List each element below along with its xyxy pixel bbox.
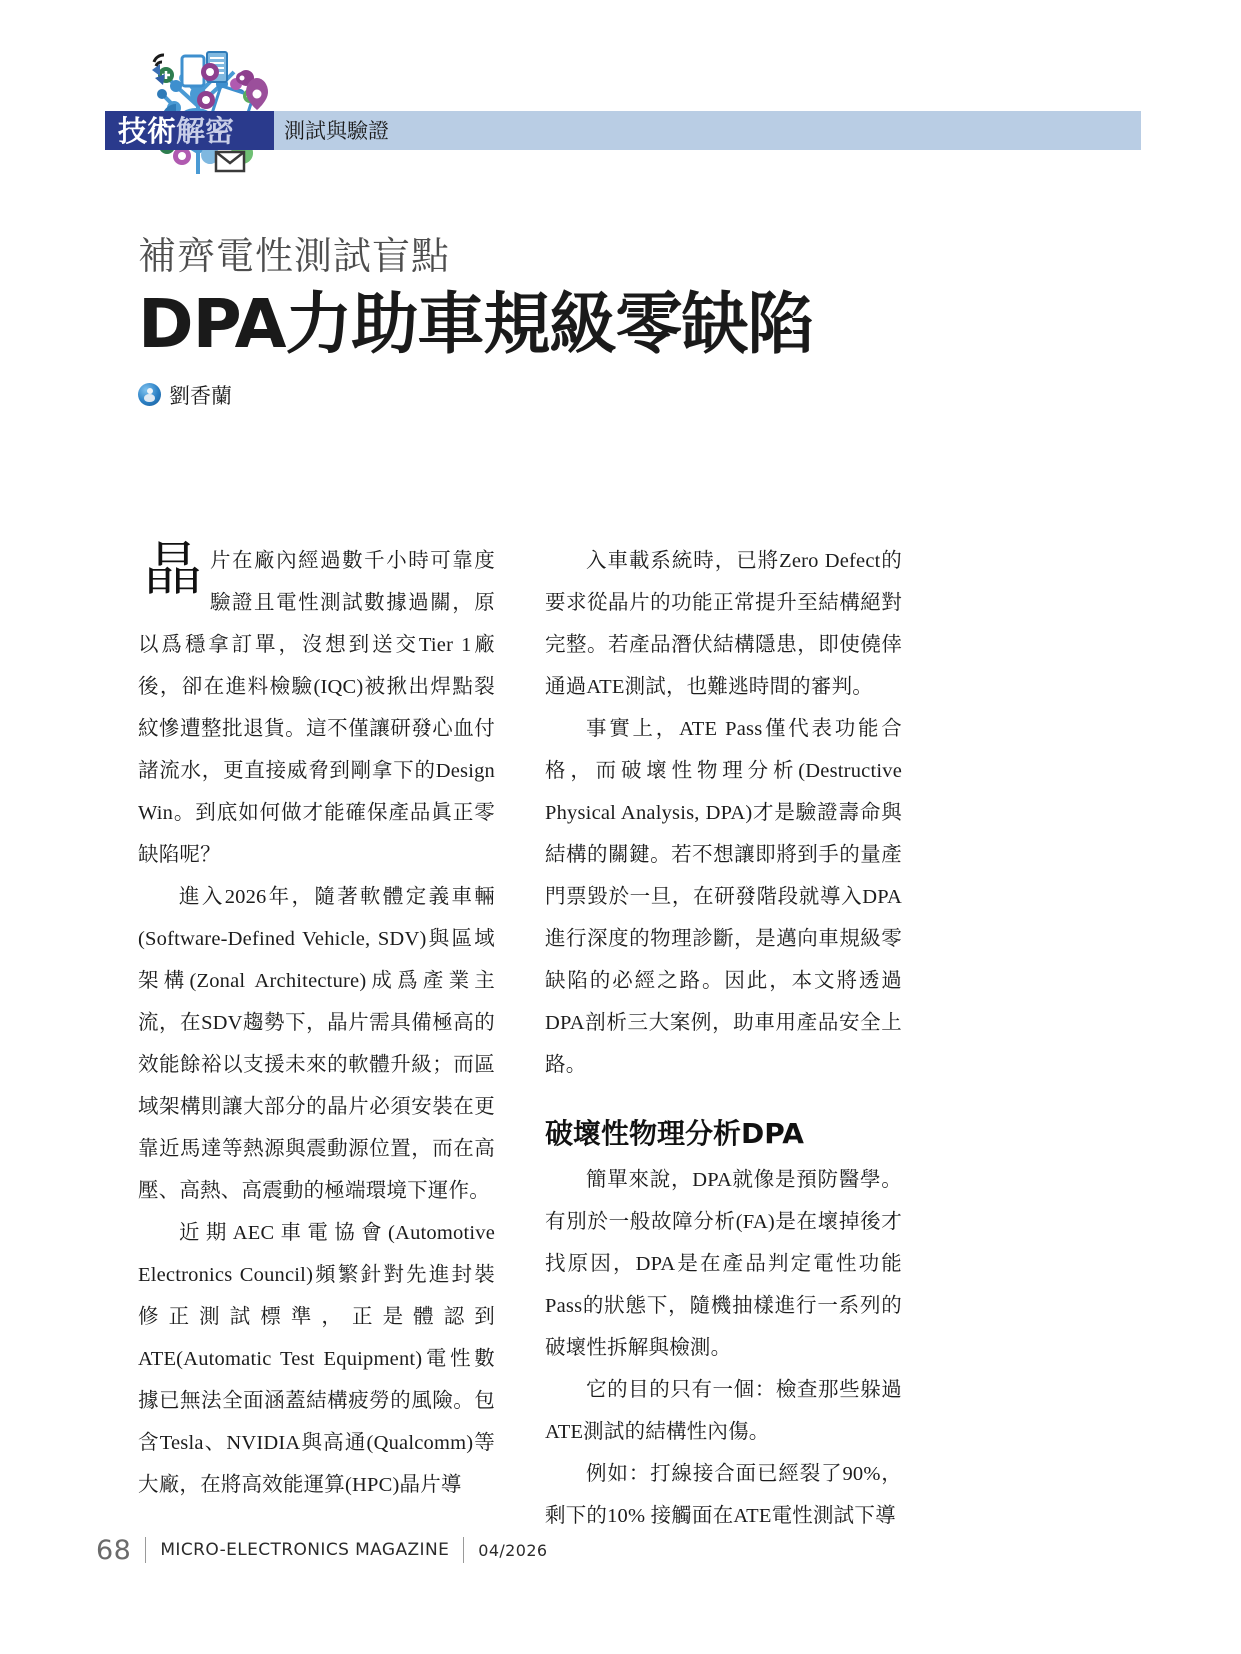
header-category-label [118, 112, 268, 150]
article-byline [138, 381, 1098, 409]
page-footer [96, 1533, 548, 1567]
page-number: 68 [96, 1534, 132, 1566]
header-section-label: 測試與驗證 [284, 119, 389, 143]
author-name: 劉香蘭 [169, 383, 232, 408]
article-body [138, 537, 1068, 1537]
paragraph-text: 片在廠內經過數千小時可靠度驗證且電性測試數據過關，原以爲穩拿訂單，沒想到送交Tier 1廠後，卻在進料檢驗(IQC)被揪出焊點裂紋慘遭整批退貨。這不僅讓研發心血付諸流水，更直接威脅到剛拿下的Design Win。到底如何做才能確保產品眞正零缺陷呢？ [138, 550, 495, 866]
article-kicker: 補齊電性測試盲點 [138, 234, 451, 278]
header-category-sub: 解密 [176, 114, 235, 148]
author-avatar-icon [138, 383, 161, 406]
paragraph: 例如：打線接合面已經裂了90%，剩下的10% 接觸面在ATE電性測試下導 [545, 1463, 902, 1528]
page-header [0, 0, 1241, 200]
paragraph: 它的目的只有一個：檢查那些躲過ATE測試的結構性內傷。 [545, 1379, 902, 1444]
section-heading: 破壞性物理分析DPA [545, 1117, 804, 1150]
header-category-main: 技術 [118, 114, 177, 148]
paragraph: 進入2026年，隨著軟體定義車輛(Software-Defined Vehicle, SDV)與區域架構(Zonal Architecture)成爲產業主流，在SDV趨勢下，晶片需具備極高的效能餘裕以支援未來的軟體升級；而區域架構則讓大部分的晶片必須安裝在更靠近馬達等熱源與震動源位置，而在高壓、高熱、高震動的極端環境下運作。 [138, 886, 495, 1202]
article-headline: DPA力助車規級零缺陷 [138, 284, 814, 363]
drop-cap: 晶 [144, 537, 203, 602]
paragraph: 入車載系統時，已將Zero Defect的要求從晶片的功能正常提升至結構絕對完整。若產品潛伏結構隱患，即使僥倖通過ATE測試，也難逃時間的審判。 [545, 550, 902, 698]
paragraph: 簡單來說，DPA就像是預防醫學。有別於一般故障分析(FA)是在壞掉後才找原因，DPA是在產品判定電性功能Pass的狀態下，隨機抽樣進行一系列的破壞性拆解與檢測。 [545, 1169, 902, 1360]
article-title-block [138, 236, 1098, 409]
paragraph: 事實上，ATE Pass僅代表功能合格，而破壞性物理分析(Destructive Physical Analysis, DPA)才是驗證壽命與結構的關鍵。若不想讓即將到手的量產門票毀於一旦，在研發階段就導入DPA進行深度的物理診斷，是邁向車規級零缺陷的必經之路。因此，本文將透過DPA剖析三大案例，助車用產品安全上路。 [545, 718, 902, 1076]
paragraph: 近期AEC車電協會(Automotive Electronics Council)頻繁針對先進封裝修正測試標準，正是體認到ATE(Automatic Test Equipment)電性數據已無法全面涵蓋結構疲勞的風險。包含Tesla、NVIDIA與高通(Qualcomm)等大廠，在將高效能運算(HPC)晶片導 [138, 1222, 495, 1496]
right-column [545, 540, 902, 1537]
paragraph [138, 537, 495, 876]
magazine-name: MICRO-ELECTRONICS MAGAZINE [160, 1540, 450, 1560]
circuit-tree-icon [118, 34, 278, 174]
left-column [138, 537, 495, 1537]
issue-date: 04/2026 [478, 1540, 548, 1560]
